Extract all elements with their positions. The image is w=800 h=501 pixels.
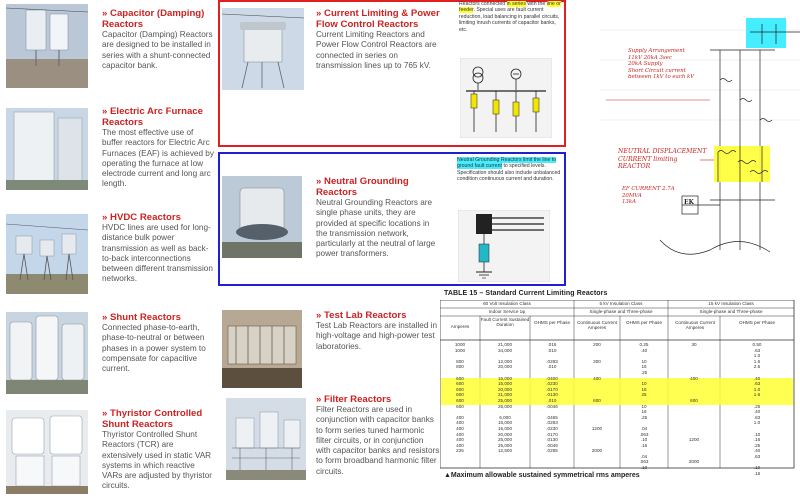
- filter-reactor-photo[interactable]: [226, 398, 306, 480]
- shunt-reactors-desc: Connected phase-to-earth, phase-to-neutral or between phases in a power system to compensate for capacitive current.: [102, 323, 206, 374]
- table-15: [440, 290, 800, 501]
- col-head-fault: Fault Current Sustained Duration: [480, 317, 530, 328]
- filter-reactors-desc: Filter Reactors are used in conjunction with capacitor banks to form series tuned harmonic filter circuits, or in conjunction with capacitor banks and resistors to form broadband harmonic filter circuits.: [316, 405, 440, 476]
- neutral-grounding-reactors-desc: Neutral Grounding Reactors are single phase units, they are provided at specific locations in the transmission network, particularly at the neutral of large power transformers.: [316, 198, 436, 259]
- hvdc-reactors-desc: HVDC lines are used for long-distance bulk power transmission as well as back-to-back interconnections between different transmission networks.: [102, 223, 213, 284]
- thyristor-reactors-desc: Thyristor Controlled Shunt Reactors (TCR) are extensively used in static VAR systems in which reactive VARs are adjusted by thyristor circuits.: [102, 430, 212, 491]
- handwritten-note-ndr: NEUTRAL DISPLACEMENT CURRENT limiting REACTOR: [618, 148, 707, 171]
- header-15kv: 15 kV Insulation Class: [708, 301, 754, 306]
- neutral-grounding-schematic: [458, 210, 550, 282]
- current-limiting-reactors-desc: Current Limiting Reactors and Power Flow Control Reactors are connected in series on transmission lines up to 765 kV.: [316, 30, 437, 70]
- neutral-grounding-reactor-photo[interactable]: [222, 176, 302, 258]
- current-limiting-note: Reactors connected in series with the line or feeder. Special uses are fault current reduction, load balancing in parallel circuits, limiting inrush currents of capacitor banks, etc.: [459, 1, 561, 33]
- test-lab-reactor-photo[interactable]: [222, 310, 302, 388]
- thyristor-reactors-title[interactable]: » Thyristor Controlled Shunt Reactors: [102, 408, 203, 430]
- current-limiting-reactor-photo[interactable]: [222, 8, 304, 90]
- test-lab-reactors-desc: Test Lab Reactors are installed in high-voltage and high-power test laboratories.: [316, 321, 438, 351]
- header-5kv: 5 kV Insulation Class: [599, 301, 643, 306]
- subheader-60v: Indoor Service 1φ: [488, 309, 526, 314]
- col-head-ohms-15kv: OHMS per Phase: [739, 320, 775, 325]
- capacitor-reactor-photo[interactable]: [6, 4, 88, 88]
- handwritten-label-ek: EK: [684, 199, 694, 206]
- filter-reactors-title[interactable]: » Filter Reactors: [316, 394, 392, 405]
- col-cont-15kv: 30 400 600 1200 2000: [688, 342, 700, 465]
- capacitor-reactors-title[interactable]: » Capacitor (Damping) Reactors: [102, 8, 205, 30]
- neutral-grounding-note: Neutral Grounding Reactors limit the line to ground fault current to specified levels. Specification should also include unbalanced condition continuous current and duration.: [457, 157, 561, 183]
- table-title: TABLE 15 – Standard Current Limiting Reactors: [444, 290, 608, 297]
- col-cont-5kv: 200 300 400 600 1200 2000: [591, 342, 603, 454]
- col-head-cont-5kv: Continuous Current Amperes: [577, 320, 617, 331]
- col-ohms-15kv: 0.50 .63 1.0 1.6 2.5 .40 .63 1.0 1.6 .25 .40 .63 1.0 .10 .16 .25 .40 .63 .10 .16: [752, 342, 762, 476]
- handwritten-note-ef: EF CURRENT 2.7A 20MVA 13kA: [622, 186, 675, 206]
- col-amperes: 1000 1000 800 800 600 600 600 600 600 600 400 400 400 400 400 400 225: [454, 342, 466, 454]
- test-lab-reactors-title[interactable]: » Test Lab Reactors: [316, 310, 407, 321]
- col-fault-current: 21,000 34,000 12,000 20,000 15,000 15,000 20,000 21,000 25,000 25,000 6,000 15,000 16,000 20,000 25,000 25,000 12,500: [497, 342, 513, 454]
- handwritten-single-line-diagram: [600, 0, 800, 290]
- arc-furnace-reactors-desc: The most effective use of buffer reactors for Electric Arc Furnaces (EAF) is achieved by operating the furnace at low electrode current and long arc length.: [102, 128, 214, 189]
- hvdc-reactors-title[interactable]: » HVDC Reactors: [102, 212, 181, 223]
- subheader-15kv: Single-phase and Three-phase: [699, 309, 763, 314]
- table-footnote: ▲Maximum allowable sustained symmetrical rms amperes: [444, 472, 640, 479]
- thyristor-reactor-photo[interactable]: [6, 410, 88, 494]
- current-limiting-reactors-title[interactable]: » Current Limiting & Power Flow Control Reactors: [316, 8, 440, 30]
- col-ohms-5kv: 0.25 .40 10 16 .25 10 16 25 10 16 .25 .04 .063 .10 .16 .04 .063 .10: [639, 342, 649, 471]
- series-reactor-schematic: [460, 58, 552, 138]
- shunt-reactor-photo[interactable]: [6, 312, 88, 394]
- arc-furnace-reactor-photo[interactable]: [6, 108, 88, 190]
- arc-furnace-reactors-title[interactable]: » Electric Arc Furnace Reactors: [102, 106, 203, 128]
- col-head-amperes: Amperes: [450, 324, 470, 329]
- neutral-grounding-reactors-title[interactable]: » Neutral Grounding Reactors: [316, 176, 409, 198]
- col-head-ohms-5kv: OHMS per Phase: [626, 320, 662, 325]
- header-60v: 60 Volt Insulation Class: [483, 301, 531, 306]
- capacitor-reactors-desc: Capacitor (Damping) Reactors are designed to be installed in series with a shunt-connected capacitor bank.: [102, 30, 213, 70]
- col-head-ohms-60v: OHMS per Phase: [534, 320, 570, 325]
- subheader-5kv: Single-phase and Three-phase: [589, 309, 653, 314]
- hvdc-reactor-photo[interactable]: [6, 214, 88, 294]
- shunt-reactors-title[interactable]: » Shunt Reactors: [102, 312, 181, 323]
- col-ohms-60v: .015 .010 .0283 .010 .0400 .0230 .0170 .0130 .010 .0046 .0465 .0283 .0230 .0170 .0130 .0046 .0285: [546, 342, 558, 454]
- col-head-cont-15kv: Continuous Current Amperes: [675, 320, 715, 331]
- handwritten-note-supply: Supply Arrangement 11kV 20kA 3sec 20kA Supply Short Circuit current between 1kV to each kV: [628, 48, 695, 81]
